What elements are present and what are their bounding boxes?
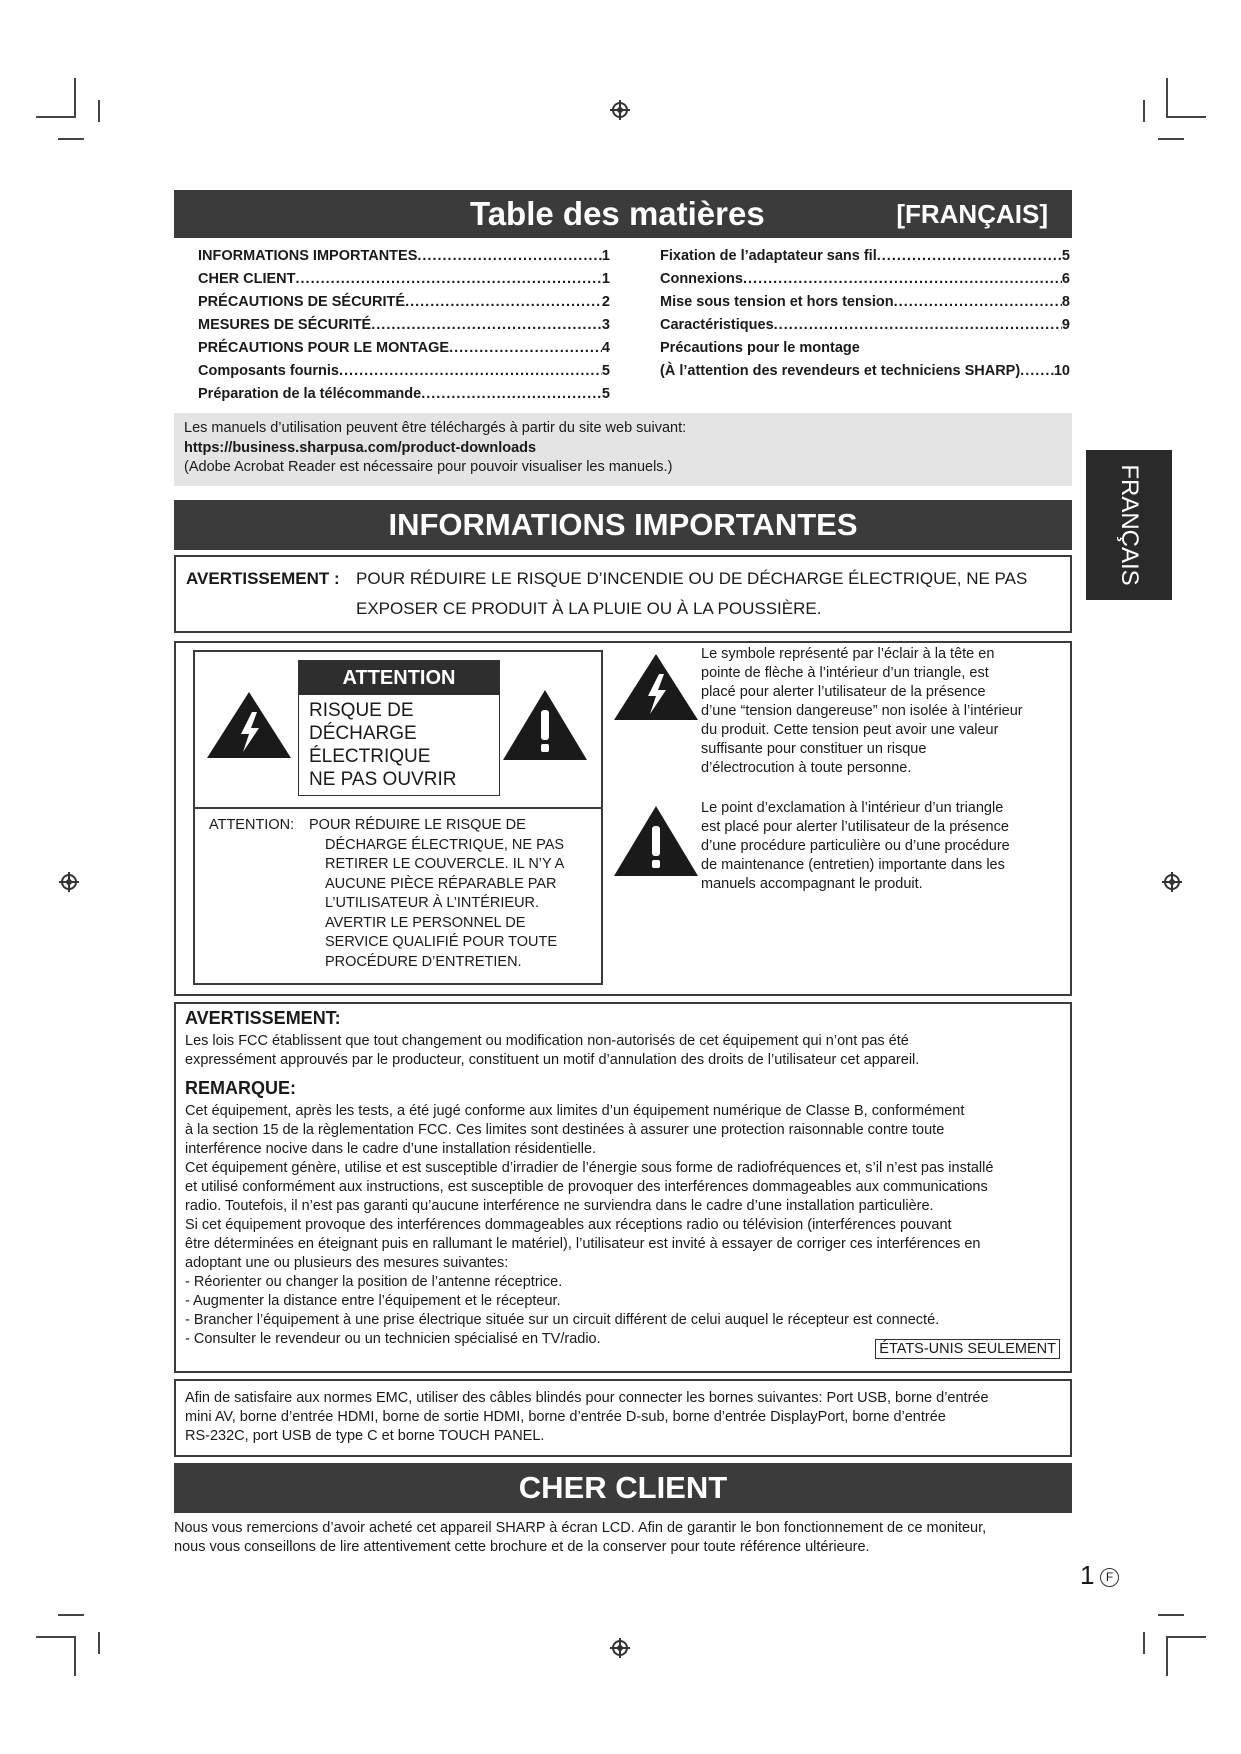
toc-title: Table des matières bbox=[470, 195, 765, 232]
registration-mark-icon bbox=[612, 1640, 628, 1656]
crop-mark bbox=[1158, 1614, 1184, 1616]
symbol-description-line: suffisante pour constituer un risque bbox=[701, 741, 927, 757]
attention-instruction-line: AUCUNE PIÈCE RÉPARABLE PAR bbox=[325, 875, 557, 892]
attention-instruction-line: L’UTILISATEUR À L’INTÉRIEUR. bbox=[325, 895, 540, 911]
crop-mark bbox=[1143, 1632, 1145, 1654]
toc-entry[interactable]: Fixation de l’adaptateur sans fil ..... 5 bbox=[660, 248, 1070, 271]
toc-right-column bbox=[660, 248, 1070, 386]
attention-instruction-line: SERVICE QUALIFIÉ POUR TOUTE bbox=[325, 934, 558, 950]
emc-line: mini AV, borne d’entrée HDMI, borne de sortie HDMI, borne d’entrée D-sub, borne d’entrée DisplayPort, borne d’entrée bbox=[185, 1409, 946, 1425]
exclamation-warning-icon bbox=[612, 804, 700, 878]
fcc-notice-box bbox=[174, 1002, 1072, 1373]
attention-line: NE PAS OUVRIR bbox=[309, 769, 457, 790]
symbol-description-line: manuels accompagnant le produit. bbox=[701, 876, 923, 892]
crop-mark bbox=[1143, 100, 1145, 122]
crop-mark bbox=[74, 1636, 76, 1676]
attention-instruction-line: POUR RÉDUIRE LE RISQUE DE bbox=[309, 817, 526, 833]
us-only-label: ÉTATS-UNIS SEULEMENT bbox=[875, 1339, 1060, 1359]
attention-instruction-line: AVERTIR LE PERSONNEL DE bbox=[325, 914, 526, 931]
fcc-heading: AVERTISSEMENT: bbox=[185, 1008, 341, 1028]
symbol-description-line: pointe de flèche à l’intérieur d’un triangle, est bbox=[701, 665, 989, 681]
page-suffix-badge: F bbox=[1100, 1568, 1119, 1587]
crop-mark bbox=[98, 1632, 100, 1654]
important-title: INFORMATIONS IMPORTANTES bbox=[388, 507, 858, 542]
symbol-description-line: est placé pour alerter l’utilisateur de la présence bbox=[701, 819, 1009, 835]
fcc-line: Les lois FCC établissent que tout changement ou modification non-autorisés de cet équipement qui n’ont pas été bbox=[185, 1033, 909, 1049]
toc-left-column bbox=[198, 248, 610, 409]
toc-entry[interactable]: Caractéristiques ..... 9 bbox=[660, 317, 1070, 340]
crop-mark bbox=[1166, 1636, 1206, 1638]
page-number: 1 bbox=[1080, 1560, 1095, 1590]
exclamation-symbol-description bbox=[701, 799, 1061, 894]
remark-line: être déterminées en éteignant puis en rallumant le matériel), l’utilisateur est invité à essayer de corriger ces interférences en bbox=[185, 1236, 981, 1252]
crop-mark bbox=[74, 78, 76, 118]
crop-mark bbox=[1166, 116, 1206, 118]
symbol-description-line: d’une “tension dangereuse” non isolée à l’intérieur bbox=[701, 703, 1023, 719]
emc-notice-box bbox=[174, 1379, 1072, 1457]
customer-message bbox=[174, 1519, 986, 1557]
lightning-warning-icon bbox=[205, 690, 293, 760]
toc-entry[interactable]: PRÉCAUTIONS DE SÉCURITÉ ..... 2 bbox=[198, 294, 610, 317]
toc-header-band bbox=[174, 190, 1072, 238]
symbol-description-line: placé pour alerter l’utilisateur de la présence bbox=[701, 684, 986, 700]
warning-text: EXPOSER CE PRODUIT À LA PLUIE OU À LA POUSSIÈRE. bbox=[356, 599, 822, 618]
toc-entry[interactable]: Précautions pour le montage bbox=[660, 340, 860, 356]
important-header-band bbox=[174, 500, 1072, 550]
remark-line: radio. Toutefois, il n’est pas garanti qu’aucune interférence ne surviendra dans le cadre d’une installation particulière. bbox=[185, 1198, 934, 1214]
remark-line: - Augmenter la distance entre l’équipement et le récepteur. bbox=[185, 1293, 561, 1309]
symbol-description-line: du produit. Cette tension peut avoir une valeur bbox=[701, 722, 999, 738]
customer-line: Nous vous remercions d’avoir acheté cet appareil SHARP à écran LCD. Afin de garantir le bon fonctionnement de ce moniteur, bbox=[174, 1520, 987, 1536]
emc-line: RS-232C, port USB de type C et borne TOUCH PANEL. bbox=[185, 1428, 545, 1444]
lightning-symbol-description bbox=[701, 645, 1061, 778]
manuals-note bbox=[174, 413, 1072, 486]
manuals-note-line: Les manuels d’utilisation peuvent être téléchargés à partir du site web suivant: bbox=[184, 420, 687, 436]
toc-language: [FRANÇAIS] bbox=[896, 199, 1048, 229]
warning-label: AVERTISSEMENT : bbox=[186, 569, 340, 588]
manuals-download-link[interactable]: https://business.sharpusa.com/product-downloads bbox=[184, 439, 537, 456]
fcc-line: expressément approuvés par le producteur, constituent un motif d’annulation des droits de l’utilisateur cet appareil. bbox=[185, 1052, 920, 1068]
lightning-warning-icon bbox=[612, 652, 700, 722]
attention-instruction-line: DÉCHARGE ÉLECTRIQUE, NE PAS bbox=[325, 836, 565, 853]
remark-line: interférence nocive dans le cadre d’une installation résidentielle. bbox=[185, 1141, 597, 1157]
registration-mark-icon bbox=[61, 874, 77, 890]
caution-divider bbox=[195, 807, 601, 809]
emc-line: Afin de satisfaire aux normes EMC, utiliser des câbles blindés pour connecter les bornes suivantes: Port USB, borne d’entrée bbox=[185, 1390, 989, 1406]
remark-line: - Consulter le revendeur ou un technicien spécialisé en TV/radio. bbox=[185, 1331, 601, 1347]
attention-line: ÉLECTRIQUE bbox=[309, 746, 431, 767]
symbol-description-line: d’une procédure particulière ou d’une procédure bbox=[701, 838, 1010, 854]
remark-line: - Brancher l’équipement à une prise électrique située sur un circuit différent de celui auquel le récepteur est connecté. bbox=[185, 1312, 940, 1328]
remark-heading: REMARQUE: bbox=[185, 1078, 296, 1098]
customer-line: nous vous conseillons de lire attentivement cette brochure et de la conserver pour toute référence ultérieure. bbox=[174, 1539, 870, 1555]
remark-line: Cet équipement génère, utilise et est susceptible d’irradier de l’énergie sous forme de radiofréquences et, s’il n’est pas installé bbox=[185, 1160, 994, 1176]
symbol-description-line: d’électrocution à toute personne. bbox=[701, 760, 912, 776]
remark-line: adoptant une ou plusieurs des mesures suivantes: bbox=[185, 1255, 509, 1271]
remark-line: Si cet équipement provoque des interférences dommageables aux réceptions radio ou télévision (interférences pouvant bbox=[185, 1217, 952, 1233]
toc-entry[interactable]: PRÉCAUTIONS POUR LE MONTAGE ..... 4 bbox=[198, 340, 610, 363]
remark-line: - Réorienter ou changer la position de l’antenne réceptrice. bbox=[185, 1274, 563, 1290]
toc-entry[interactable]: Composants fournis ..... 5 bbox=[198, 363, 610, 386]
attention-instruction-line: PROCÉDURE D’ENTRETIEN. bbox=[325, 953, 522, 970]
toc-entry[interactable]: Mise sous tension et hors tension ..... 8 bbox=[660, 294, 1070, 317]
side-tab-label: FRANÇAIS bbox=[1116, 464, 1143, 586]
toc-entry[interactable]: (À l’attention des revendeurs et techniciens SHARP) ..... 10 bbox=[660, 363, 1070, 386]
attention-label-box bbox=[298, 660, 500, 796]
exclamation-warning-icon bbox=[501, 688, 589, 762]
crop-mark bbox=[36, 116, 76, 118]
crop-mark bbox=[36, 1636, 76, 1638]
symbol-description-line: Le point d’exclamation à l’intérieur d’un triangle bbox=[701, 800, 1004, 816]
crop-mark bbox=[58, 138, 84, 140]
crop-mark bbox=[1166, 1636, 1168, 1676]
toc-entry[interactable]: Connexions ..... 6 bbox=[660, 271, 1070, 294]
customer-title: CHER CLIENT bbox=[518, 1470, 728, 1505]
remark-line: et utilisé conformément aux instructions, est susceptible de provoquer des interférences dommageables aux communications bbox=[185, 1179, 988, 1195]
symbol-description-line: Le symbole représenté par l’éclair à la tête en bbox=[701, 646, 995, 662]
attention-line: DÉCHARGE bbox=[309, 723, 417, 744]
crop-mark bbox=[1166, 78, 1168, 118]
attention-instructions-label: ATTENTION: bbox=[209, 817, 295, 833]
customer-header-band bbox=[174, 1463, 1072, 1513]
toc-entry[interactable]: INFORMATIONS IMPORTANTES ..... 1 bbox=[198, 248, 610, 271]
attention-instruction-line: RETIRER LE COUVERCLE. IL N’Y A bbox=[325, 856, 565, 872]
toc-entry[interactable]: Préparation de la télécommande ..... 5 bbox=[198, 386, 610, 409]
registration-mark-icon bbox=[612, 102, 628, 118]
symbol-description-line: de maintenance (entretien) importante dans les bbox=[701, 857, 1005, 873]
attention-header: ATTENTION bbox=[299, 661, 499, 695]
language-side-tab bbox=[1086, 450, 1172, 600]
crop-mark bbox=[1158, 138, 1184, 140]
toc-entry[interactable]: CHER CLIENT ..... 1 bbox=[198, 271, 610, 294]
crop-mark bbox=[58, 1614, 84, 1616]
crop-mark bbox=[98, 100, 100, 122]
remark-line: Cet équipement, après les tests, a été jugé conforme aux limites d’un équipement numérique de Classe B, conformément bbox=[185, 1103, 965, 1119]
toc-entry[interactable]: MESURES DE SÉCURITÉ ..... 3 bbox=[198, 317, 610, 340]
manuals-note-line: (Adobe Acrobat Reader est nécessaire pour pouvoir visualiser les manuels.) bbox=[184, 459, 673, 475]
warning-box bbox=[174, 555, 1072, 633]
registration-mark-icon bbox=[1164, 874, 1180, 890]
attention-line: RISQUE DE bbox=[309, 700, 414, 721]
remark-line: à la section 15 de la règlementation FCC. Ces limites sont destinées à assurer une protection raisonnable contre toute bbox=[185, 1122, 945, 1138]
warning-text: POUR RÉDUIRE LE RISQUE D’INCENDIE OU DE DÉCHARGE ÉLECTRIQUE, NE PAS bbox=[356, 569, 1028, 588]
